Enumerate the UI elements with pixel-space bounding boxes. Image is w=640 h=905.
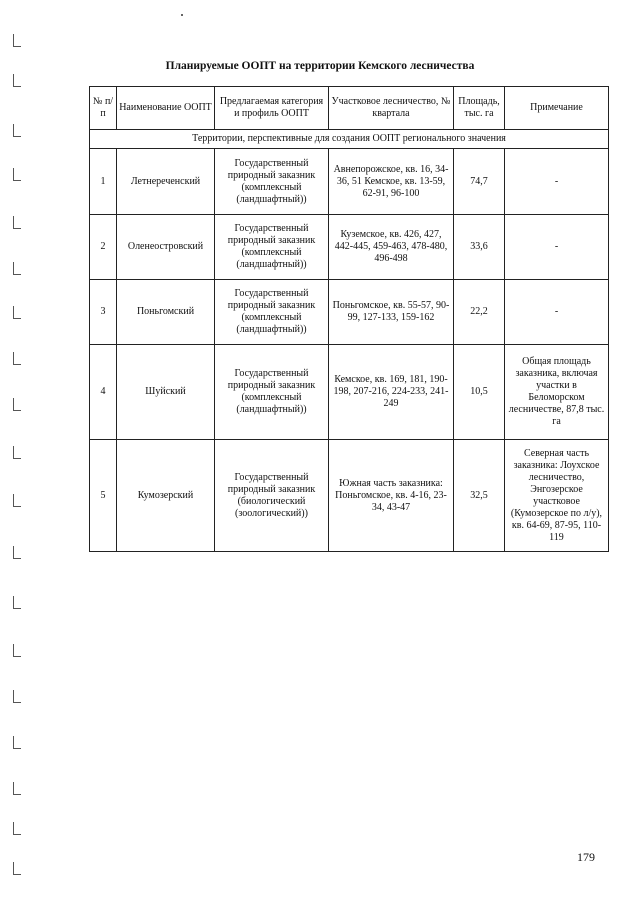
- row-name: Кумозерский: [117, 440, 215, 552]
- table-row: [90, 280, 609, 345]
- margin-mark: [13, 398, 21, 411]
- row-note: Северная часть заказника: Лоухское лесничество, Энгозерское участковое (Кумозерское по л/у), кв. 64-69, 87-95, 110-119: [505, 440, 609, 552]
- margin-mark: [13, 34, 21, 47]
- page-number: 179: [577, 850, 595, 864]
- row-num: 4: [90, 345, 117, 440]
- margin-mark: [13, 446, 21, 459]
- margin-mark: [13, 782, 21, 795]
- row-district: Авнепорожское, кв. 16, 34-36, 51 Кемское, кв. 13-59, 62-91, 96-100: [329, 149, 454, 215]
- row-name: Поньгомский: [117, 280, 215, 345]
- row-num: 1: [90, 149, 117, 215]
- row-area: 22,2: [454, 280, 505, 345]
- row-num: 3: [90, 280, 117, 345]
- margin-mark: [13, 644, 21, 657]
- protected-areas-table: [89, 86, 609, 552]
- row-name: Оленеостровский: [117, 215, 215, 280]
- margin-mark: [13, 168, 21, 181]
- row-district: Южная часть заказника: Поньгомское, кв. 4-16, 23-34, 43-47: [329, 440, 454, 552]
- document-title: Планируемые ООПТ на территории Кемского лесничества: [165, 60, 475, 72]
- row-district: Куземское, кв. 426, 427, 442-445, 459-463, 478-480, 496-498: [329, 215, 454, 280]
- margin-mark: [13, 690, 21, 703]
- row-note: Общая площадь заказника, включая участки в Беломорском лесничестве, 87,8 тыс. га: [505, 345, 609, 440]
- section-title: Территории, перспективные для создания ООПТ регионального значения: [90, 130, 609, 149]
- header-name: Наименование ООПТ: [117, 87, 215, 130]
- margin-mark: [13, 862, 21, 875]
- header-area: Площадь, тыс. га: [454, 87, 505, 130]
- row-note: -: [505, 149, 609, 215]
- margin-mark: [13, 216, 21, 229]
- header-category: Предлагаемая категория и профиль ООПТ: [215, 87, 329, 130]
- margin-mark: [13, 352, 21, 365]
- table-row: [90, 215, 609, 280]
- margin-mark: [13, 124, 21, 137]
- row-district: Кемское, кв. 169, 181, 190-198, 207-216, 224-233, 241-249: [329, 345, 454, 440]
- header-num: № п/п: [90, 87, 117, 130]
- row-category: Государственный природный заказник (комплексный (ландшафтный)): [215, 149, 329, 215]
- row-area: 32,5: [454, 440, 505, 552]
- margin-mark: [13, 74, 21, 87]
- margin-mark: [13, 822, 21, 835]
- header-district: Участковое лесничество, № квартала: [329, 87, 454, 130]
- table-row: [90, 345, 609, 440]
- row-name: Шуйский: [117, 345, 215, 440]
- row-num: 5: [90, 440, 117, 552]
- margin-mark: [13, 494, 21, 507]
- row-note: -: [505, 215, 609, 280]
- row-district: Поньгомское, кв. 55-57, 90-99, 127-133, 159-162: [329, 280, 454, 345]
- margin-mark: [13, 546, 21, 559]
- row-category: Государственный природный заказник (комплексный (ландшафтный)): [215, 345, 329, 440]
- row-category: Государственный природный заказник (биологический (зоологический)): [215, 440, 329, 552]
- row-area: 33,6: [454, 215, 505, 280]
- table-row: [90, 440, 609, 552]
- row-name: Летнереченский: [117, 149, 215, 215]
- margin-mark: [13, 262, 21, 275]
- row-note: -: [505, 280, 609, 345]
- header-note: Примечание: [505, 87, 609, 130]
- row-area: 10,5: [454, 345, 505, 440]
- table-header-row: [90, 87, 609, 130]
- row-area: 74,7: [454, 149, 505, 215]
- margin-mark: [13, 736, 21, 749]
- scan-speck: [181, 14, 183, 16]
- row-category: Государственный природный заказник (комплексный (ландшафтный)): [215, 280, 329, 345]
- margin-mark: [13, 596, 21, 609]
- margin-mark: [13, 306, 21, 319]
- section-row: [90, 130, 609, 149]
- table-row: [90, 149, 609, 215]
- row-category: Государственный природный заказник (комплексный (ландшафтный)): [215, 215, 329, 280]
- row-num: 2: [90, 215, 117, 280]
